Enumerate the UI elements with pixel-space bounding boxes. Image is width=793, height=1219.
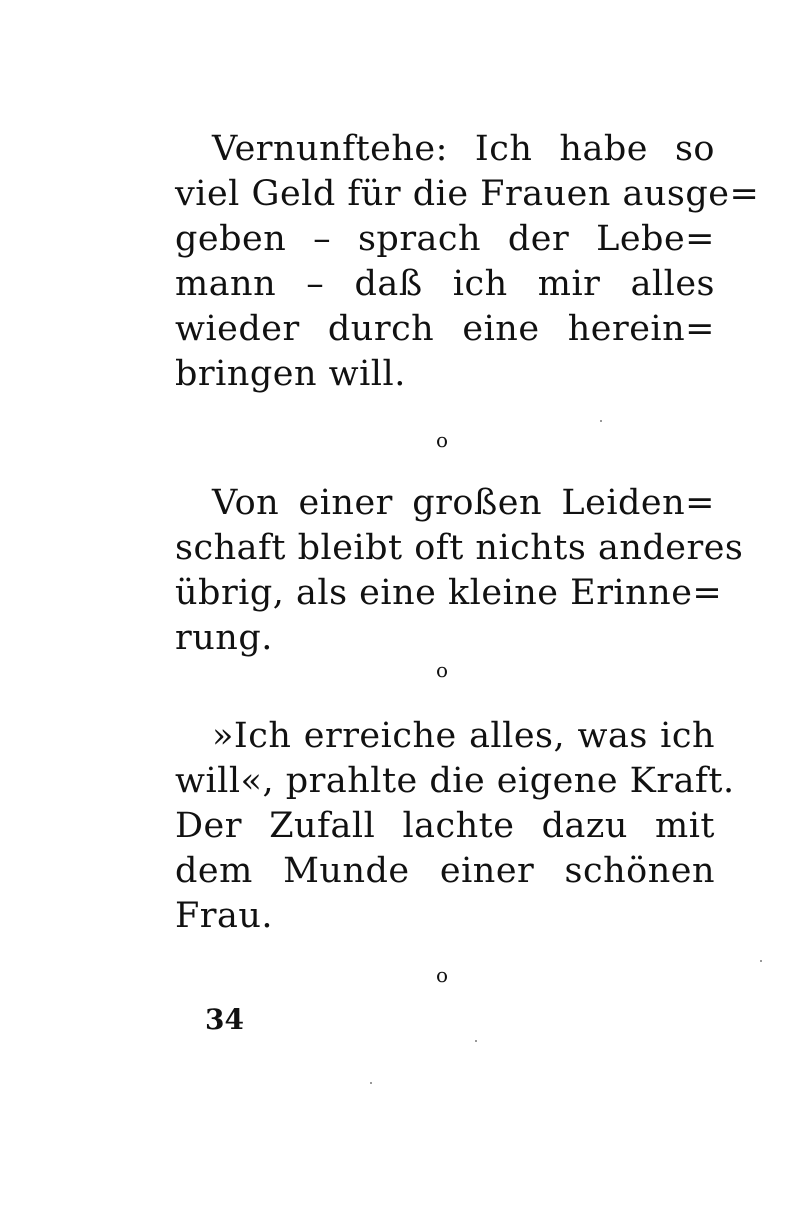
text-line: übrig, als eine kleine Erinne= xyxy=(175,573,723,613)
text-line: Der Zufall lachte dazu mit xyxy=(175,806,715,846)
text-line: dem Munde einer schönen xyxy=(175,851,715,891)
text-line: bringen will. xyxy=(175,354,406,394)
text-line: wieder durch eine herein= xyxy=(175,309,715,349)
text-line: Frau. xyxy=(175,896,274,936)
separator-mark: o xyxy=(435,428,449,452)
text-line: viel Geld für die Frauen ausge= xyxy=(175,174,760,214)
scan-speck xyxy=(600,420,602,422)
text-line: schaft bleibt oft nichts anderes xyxy=(175,528,744,568)
scan-speck xyxy=(475,1040,477,1042)
text-line: Vernunftehe: Ich habe so xyxy=(212,129,715,169)
scan-speck xyxy=(370,1082,372,1084)
text-line: Von einer großen Leiden= xyxy=(212,483,715,523)
page-number: 34 xyxy=(205,1003,244,1036)
text-line: mann – daß ich mir alles xyxy=(175,264,715,304)
separator-mark: o xyxy=(435,963,449,987)
scan-speck xyxy=(760,960,762,962)
separator-mark: o xyxy=(435,658,449,682)
text-line: rung. xyxy=(175,618,273,658)
text-line: will«, prahlte die eigene Kraft. xyxy=(175,761,735,801)
text-line: »Ich erreiche alles, was ich xyxy=(212,716,715,756)
text-line: geben – sprach der Lebe= xyxy=(175,219,715,259)
